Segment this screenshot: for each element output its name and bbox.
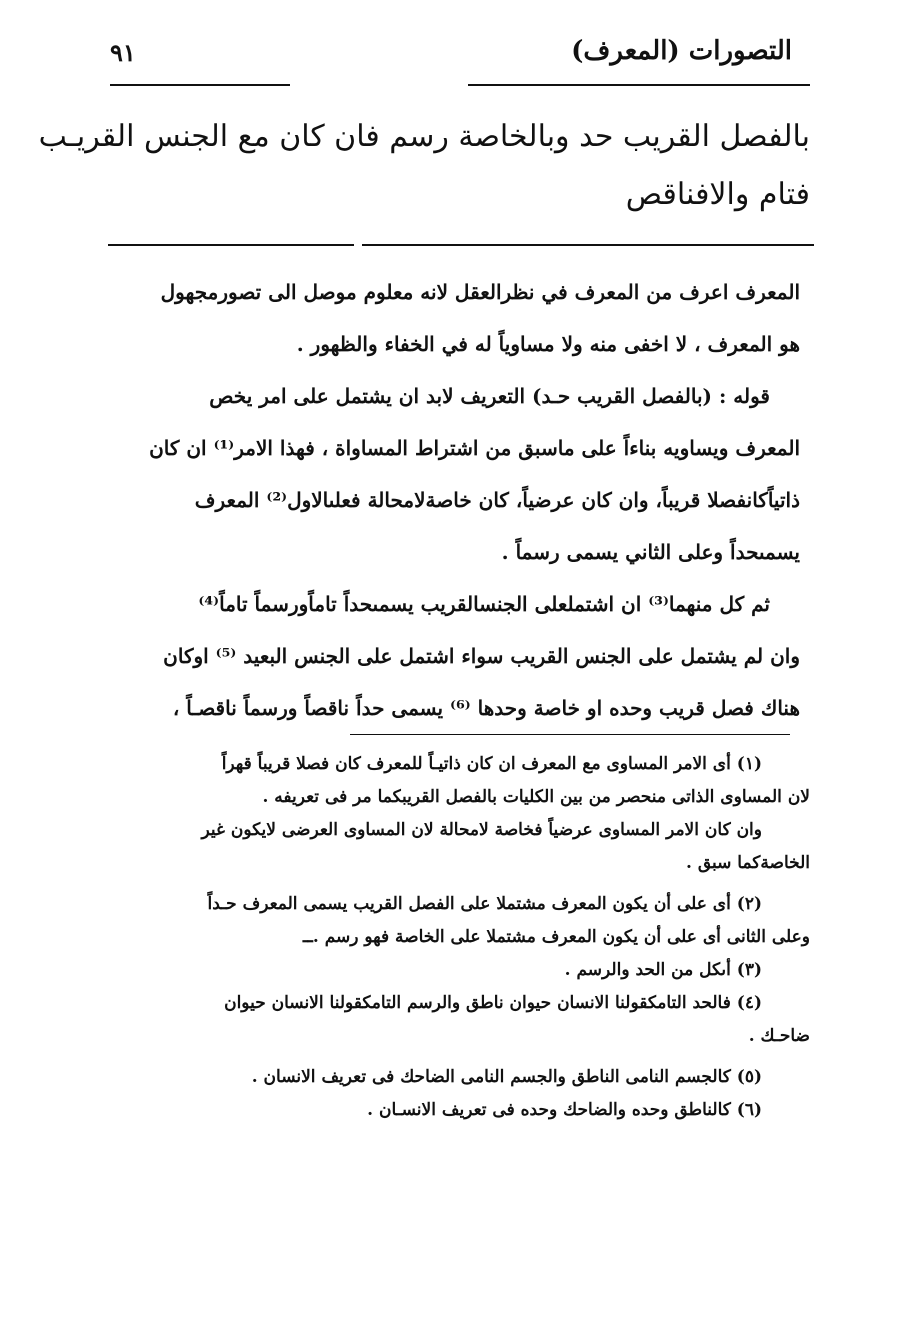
commentary-line: ثم كل منهما⁽³⁾ ان اشتملعلى الجنسالقريب يسمىحداً تاماًورسماً تاماً⁽⁴⁾ — [198, 592, 770, 616]
matn-line: بالفصل القريب حد وبالخاصة رسم فان كان مع الجنس القريـب — [38, 119, 810, 154]
matn-text — [38, 108, 810, 224]
footnote-line: الخاصةكما سبق . — [685, 853, 810, 873]
footnote-line: ضاحـك . — [748, 1026, 810, 1046]
footnote-line: (٦) كالناطق وحده والضاحك وحده فى تعريف الانسـان . — [367, 1100, 762, 1120]
commentary-line: يسمىحداً وعلى الثاني يسمى رسماً . — [501, 540, 800, 564]
commentary-line: قوله : (بالفصل القريب حـد) التعريف لابد ان يشتمل على امر يخص — [209, 384, 770, 408]
footnote-line: (٤) فالحد التامكقولنا الانسان حيوان ناطق والرسم التامكقولنا الانسان حيوان — [224, 993, 762, 1013]
footnote-line: (٢) أى على أن يكون المعرف مشتملا على الفصل القريب يسمى المعرف حـداً — [207, 894, 762, 914]
footnotes — [100, 748, 810, 1127]
commentary-line: ذاتياًكانفصلا قريباً، وان كان عرضياً، كان خاصةلامحالة فعلىالاول⁽²⁾ المعرف — [194, 488, 800, 512]
matn-line: فتام والافناقص — [625, 177, 810, 212]
footnote-line: (١) أى الامر المساوى مع المعرف ان كان ذاتيـاً للمعرف كان فصلا قريباً قهراً — [221, 754, 762, 774]
page-number: ٩١ — [110, 38, 136, 67]
running-header-title: التصورات (المعرف) — [571, 36, 792, 66]
commentary-text — [110, 266, 800, 734]
footnote-line: (٥) كالجسم النامى الناطق والجسم النامى الضاحك فى تعريف الانسان . — [251, 1067, 762, 1087]
header-rule-right — [468, 84, 810, 86]
matn-divider-rule-right — [362, 244, 814, 246]
commentary-line: هو المعرف ، لا اخفى منه ولا مساوياً له في الخفاء والظهور . — [296, 332, 800, 356]
matn-divider-rule-left — [108, 244, 354, 246]
footnote-line: (٣) أىكل من الحد والرسم . — [564, 960, 762, 980]
footnote-line: وعلى الثانى أى على أن يكون المعرف مشتملا على الخاصة فهو رسم .ــ — [302, 927, 810, 947]
commentary-line: المعرف ويساويه بناءاً على ماسبق من اشتراط المساواة ، فهذا الامر⁽¹⁾ ان كان — [149, 436, 800, 460]
header-rule-left — [110, 84, 290, 86]
footnote-separator — [350, 734, 790, 735]
footnote-line: وان كان الامر المساوى عرضياً فخاصة لامحالة لان المساوى العرضى لايكون غير — [201, 820, 762, 840]
commentary-line: المعرف اعرف من المعرف في نظرالعقل لانه معلوم موصل الى تصورمجهول — [160, 280, 800, 304]
footnote-line: لان المساوى الذاتى منحصر من بين الكليات بالفصل القريبكما مر فى تعريفه . — [262, 787, 810, 807]
commentary-line: وان لم يشتمل على الجنس القريب سواء اشتمل على الجنس البعيد ⁽⁵⁾ اوكان — [163, 644, 800, 668]
commentary-line: هناك فصل قريب وحده او خاصة وحدها ⁽⁶⁾ يسمى حداً ناقصاً ورسماً ناقصـاً ، — [172, 696, 800, 720]
